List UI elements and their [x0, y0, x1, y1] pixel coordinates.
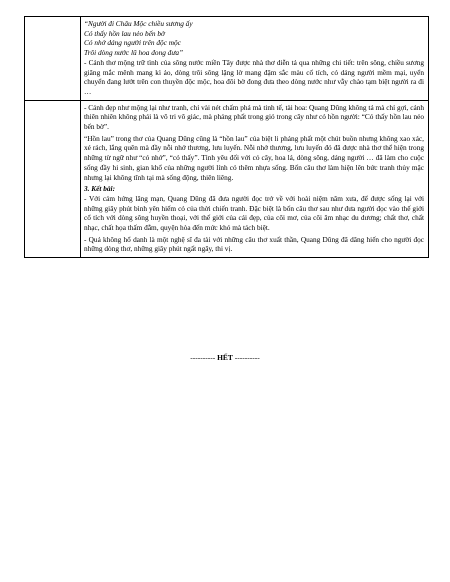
analysis-paragraph: - Cảnh đẹp như mộng lại như tranh, chỉ vài nét chấm phá mà tinh tế, tài hoa: Quang Dũng không tả mà chỉ gợi, cảnh thiên nhiên không phải là vô tri vô giác, mà phảng phất trong gió trong cây như có hồn người: “Có thấy hồn lau nẻo bến bờ”.	[84, 102, 424, 132]
conclusion-paragraph: - Quả không hổ danh là một nghệ sĩ đa tài với những câu thơ xuất thần, Quang Dũng đã dâng hiến cho người đọc những dòng thơ, những giây phút ngất ngây, thi vị.	[84, 234, 424, 254]
content-cell	[81, 100, 429, 258]
score-column-cell	[25, 17, 81, 101]
score-column-cell	[25, 100, 81, 258]
poem-line: Có nhớ dáng người trên độc mộc	[84, 38, 181, 48]
poem-line: Trôi dòng nước lũ hoa đong đưa”	[84, 48, 184, 58]
analysis-paragraph: “Hồn lau” trong thơ của Quang Dũng cũng là “hồn lau” của biệt li phảng phất một chút buồn nhưng không xao xác, xé rách, lắng quên mà đầy nỗi nhớ thương, lưu luyến. Nỗi nhớ thương, lưu luyến đó đã được nhà thơ thể hiện trong những từ ngữ như “có nhớ”, “có thấy”. Tình yêu đối với cỏ cây, hoa lá, dòng sông, dáng người … đã làm cho cuộc sống đầy hi sinh, gian khổ của những người lính có thêm nhựa sống. Bốn câu thơ làm hiện lên bức tranh thủy mặc nhưng lại không tĩnh tại mà sống động, thiên liêng.	[84, 133, 424, 182]
end-word: HẾT	[217, 353, 233, 362]
conclusion-paragraph: - Với cảm hứng lãng mạn, Quang Dũng đã đưa người đọc trở về với hoài niệm năm xưa, để được sống lại với những giây phút bình yên hiếm có của thời chiến tranh. Đặc biệt là bốn câu thơ sau như đưa người đọc vào thế giới cổ tích với dòng sông huyền thoại, với thế giới của cái đẹp, của cõi mơ, của cõi âm nhạc du dương; chất thơ, chất nhạc, chất họa thấm đẫm, quyện hòa đến mức khó mà tách biệt.	[84, 193, 424, 233]
end-dashes-left: ----------	[190, 353, 218, 362]
poem-line: Có thấy hồn lau nẻo bến bờ	[84, 28, 165, 38]
end-marker	[0, 353, 450, 362]
content-cell	[81, 17, 429, 101]
end-dashes-right: ----------	[232, 353, 260, 362]
poem-line: “Người đi Châu Mộc chiều sương ấy	[84, 19, 193, 28]
conclusion-heading: 3. Kết bài:	[84, 184, 116, 194]
answer-table	[24, 16, 429, 258]
analysis-paragraph: - Cảnh thơ mộng trữ tình của sông nước miền Tây được nhà thơ diễn tả qua những chi tiết: trên sông, chiều sương giăng mắc mênh mang kì ảo, dòng trôi sông lặng lờ mang đậm sắc màu cổ tích, có dáng người mềm mại, uyển chuyển đang lướt trên con thuyền độc mộc, hoa đôi bờ đong đưa theo dòng nước như vẫy chào tạm biệt người ra đi …	[84, 57, 424, 96]
